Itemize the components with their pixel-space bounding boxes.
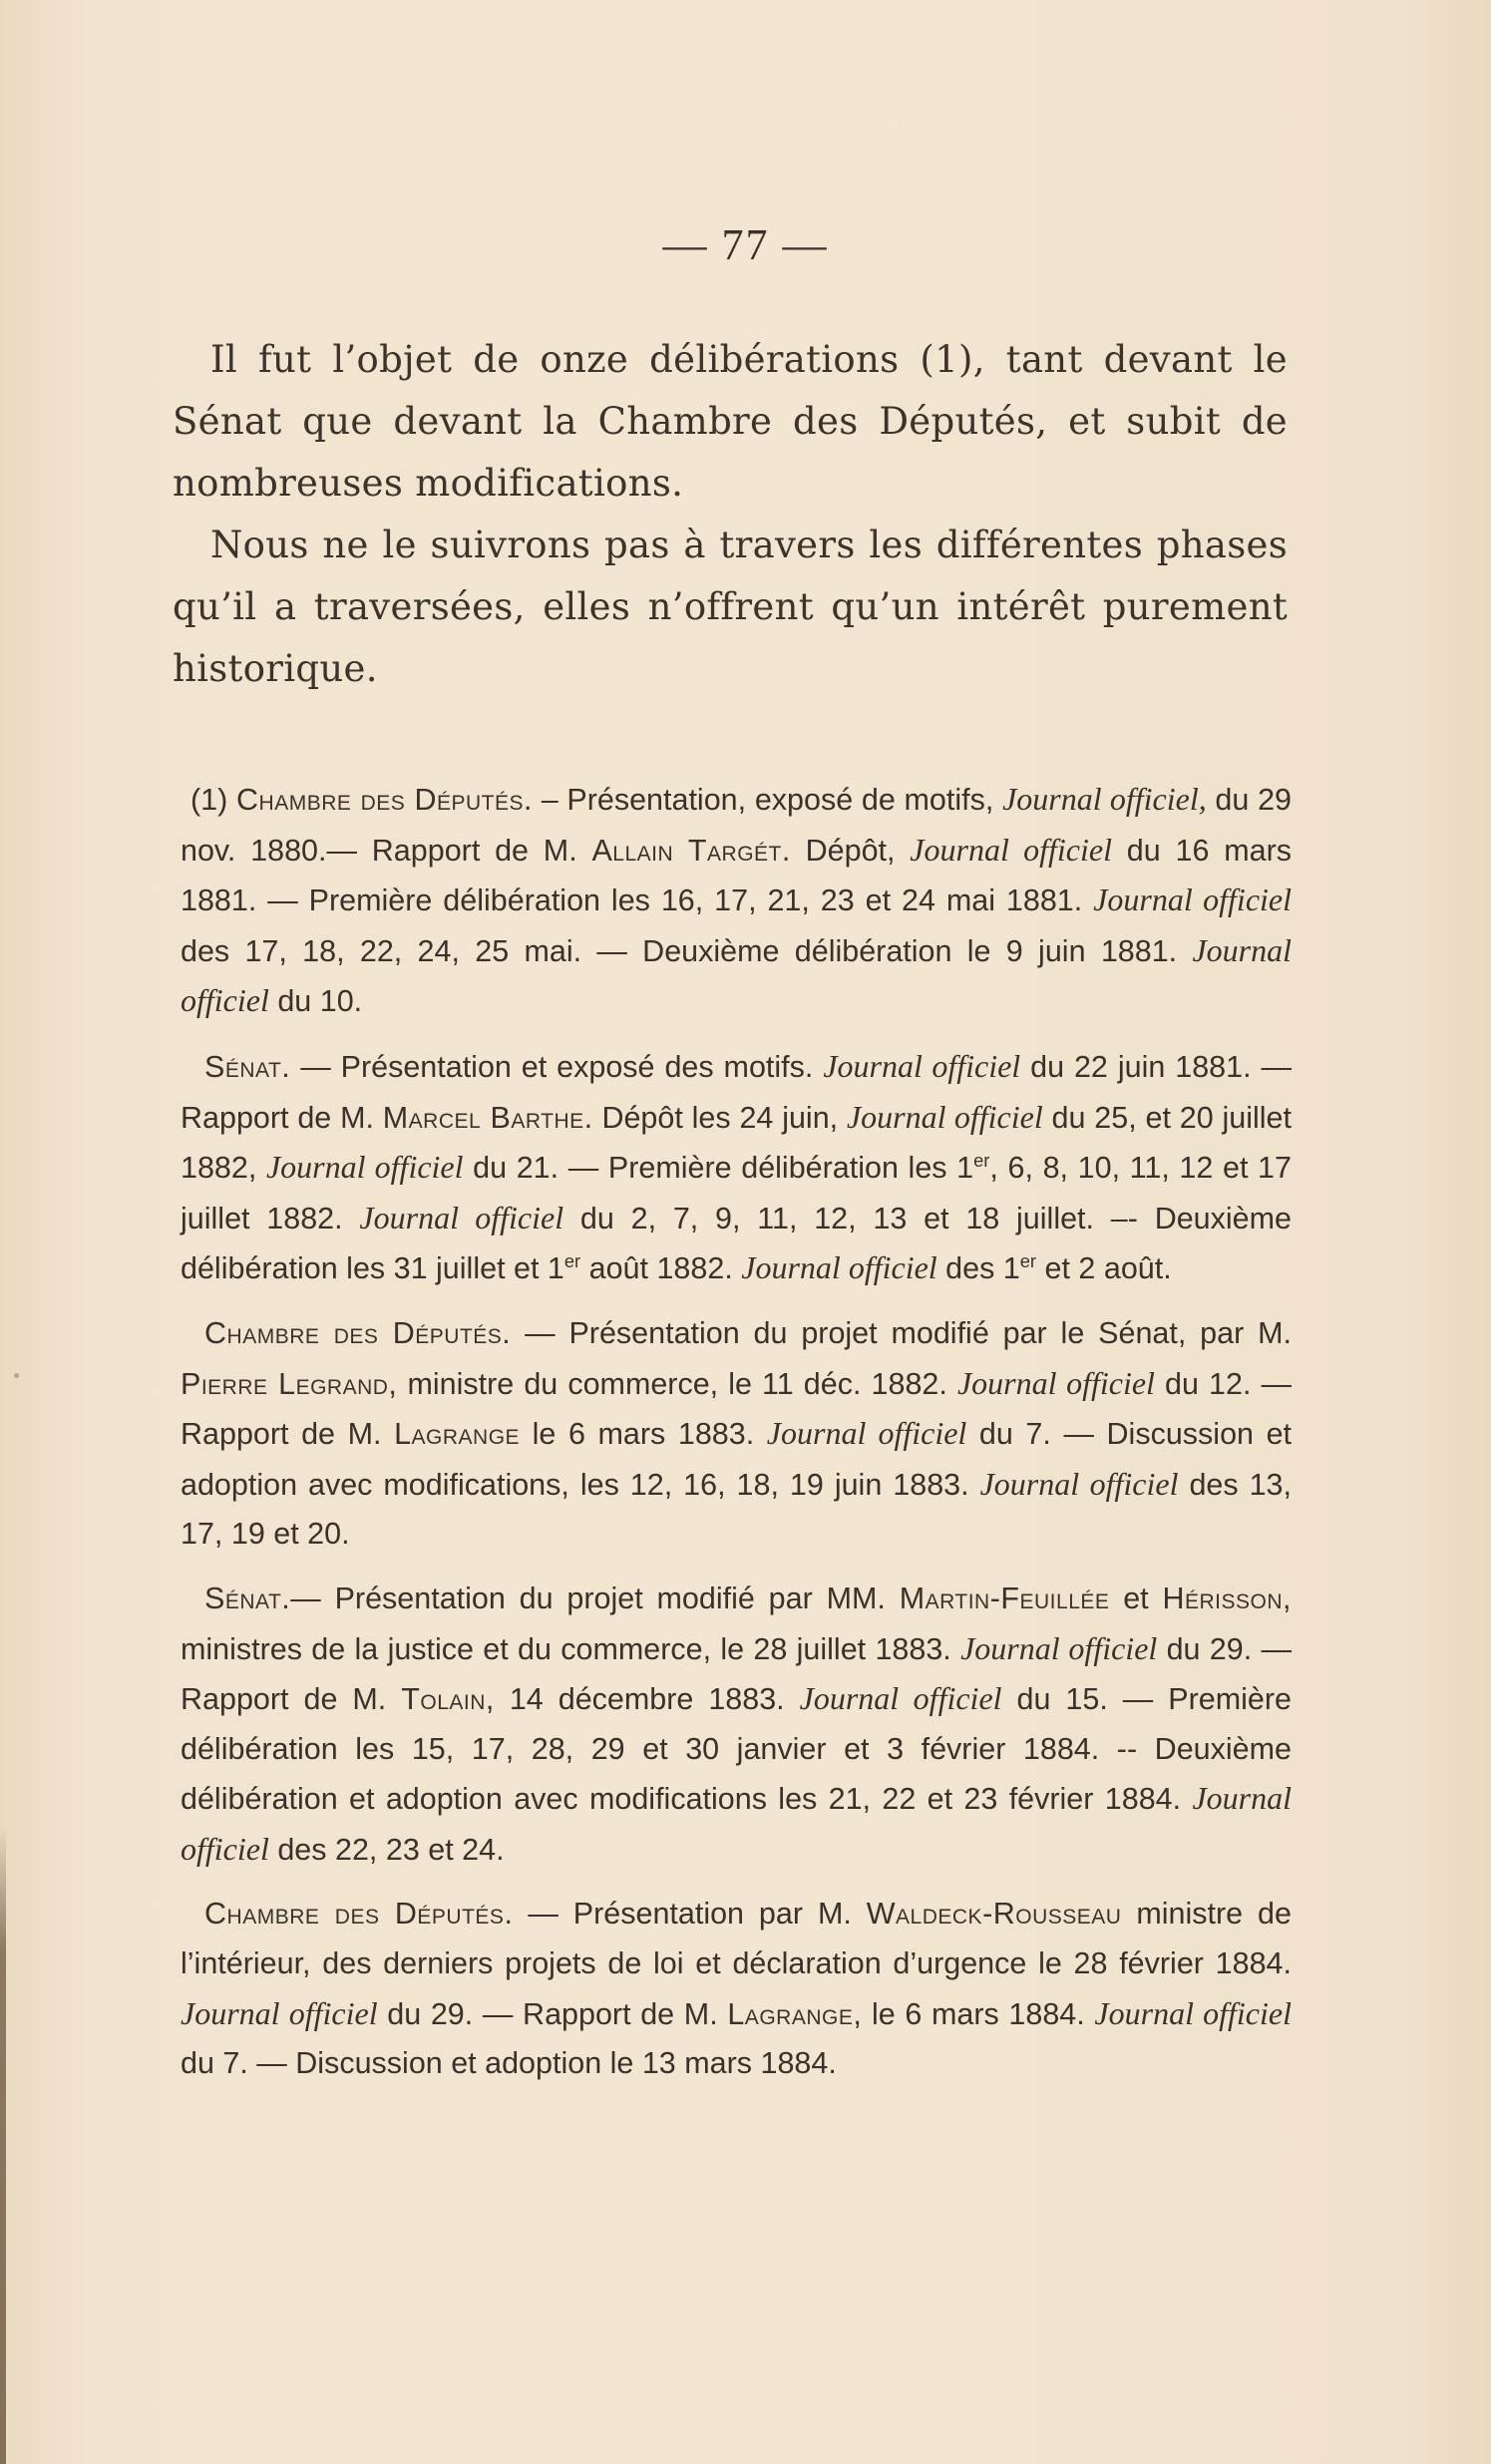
paper-speck	[14, 1373, 19, 1378]
journal-ref: Journal officiel	[799, 1680, 1002, 1717]
chamber-label: Chambre des Députés.	[204, 1315, 512, 1350]
note-text: – Présentation, exposé de motifs,	[533, 783, 1003, 817]
journal-ref: Journal officiel	[181, 1994, 378, 2031]
note-text: du 29. — Rapport de M.	[377, 1996, 728, 2031]
chamber-label: Sénat.	[204, 1581, 291, 1615]
person-name: Martin-Feuillée	[899, 1581, 1110, 1615]
person-name: Waldeck-Rousseau	[866, 1897, 1122, 1932]
journal-ref: Journal officiel	[766, 1415, 967, 1452]
note-text: le 6 mars 1883.	[520, 1417, 767, 1452]
note-text: — Présentation et exposé des motifs.	[290, 1049, 824, 1084]
footnote-2	[181, 1042, 1292, 1294]
chamber-label: Sénat.	[204, 1049, 291, 1084]
note-text: août 1882.	[580, 1251, 742, 1286]
journal-ref: Journal officiel	[1094, 1994, 1292, 2031]
superscript: er	[563, 1250, 581, 1272]
note-text: du 2, 7, 9, 11, 12, 13 et 18 juillet. –- Deuxième délibération les 31 juillet et 1	[181, 1201, 1292, 1286]
note-text: du 15. — Première délibération les 15, 17, 28, 29 et 30 janvier et 3 février 1884. -- Deuxième délibération et adoption avec modifications les 21, 22 et 23 février 1884.	[181, 1682, 1292, 1817]
journal-ref: Journal officiel	[846, 1098, 1043, 1135]
person-name: Pierre Legrand,	[181, 1366, 398, 1401]
note-text: des 1	[936, 1251, 1020, 1286]
person-name: Lagrange,	[727, 1996, 863, 2031]
note-text: du 29 nov. 1880.— Rapport de M.	[181, 783, 1292, 868]
note-text: du 29. — Rapport de M.	[181, 1631, 1293, 1717]
journal-ref: Journal officiel	[181, 1780, 1292, 1867]
footnote-1	[181, 775, 1292, 1027]
footnote-marker: (1)	[190, 783, 228, 817]
journal-ref: Journal officiel	[741, 1249, 937, 1286]
journal-ref: Journal officiel	[1093, 881, 1293, 918]
note-text: — Présentation du projet modifié par MM.	[290, 1581, 900, 1615]
superscript: er	[1019, 1250, 1037, 1272]
person-name: Tolain,	[401, 1682, 495, 1717]
note-text: du 10.	[268, 984, 363, 1019]
person-name: Marcel Barthe.	[382, 1100, 593, 1135]
note-text: ministre du commerce, le 11 déc. 1882.	[397, 1366, 957, 1401]
person-name: Lagrange	[394, 1417, 521, 1452]
note-text: , 6, 8, 10, 11, 12 et 17 juillet 1882.	[181, 1151, 1292, 1235]
note-text: ministre de l’intérieur, des derniers projets de loi et déclaration d’urgence le 28 février 1884.	[181, 1897, 1292, 1981]
note-text: du 21. — Première délibération les 1	[463, 1151, 974, 1186]
note-text: du 22 juin 1881. — Rapport de M.	[181, 1049, 1292, 1135]
note-text: ministres de la justice et du commerce, le 28 juillet 1883.	[181, 1631, 961, 1666]
note-text: des 13, 17, 19 et 20.	[181, 1467, 1292, 1552]
note-text: et	[1109, 1581, 1163, 1615]
note-text: — Présentation du projet modifié par le Sénat, par M.	[511, 1315, 1292, 1350]
footnote-4	[181, 1575, 1292, 1876]
journal-ref: Journal officiel	[956, 1364, 1155, 1401]
note-text: du 7. — Discussion et adoption le 13 mars 1884.	[181, 2046, 837, 2081]
note-text: des 17, 18, 22, 24, 25 mai. — Deuxième délibération le 9 juin 1881.	[181, 933, 1193, 968]
journal-ref: Journal officiel	[910, 831, 1112, 868]
main-text	[173, 329, 1288, 700]
journal-ref: Journal officiel	[823, 1047, 1021, 1084]
person-name: Hérisson,	[1162, 1581, 1293, 1615]
note-text: du 7. — Discussion et adoption avec modifications, les 12, 16, 18, 19 juin 1883.	[181, 1417, 1293, 1502]
note-text: Dépôt,	[790, 833, 911, 868]
note-text: — Présentation par M.	[513, 1897, 867, 1932]
note-text: du 12. — Rapport de M.	[181, 1366, 1293, 1452]
journal-ref: Journal officiel,	[1002, 781, 1207, 817]
footnote-3	[181, 1309, 1292, 1560]
paragraph: Il fut l’objet de onze délibérations (1), tant devant le Sénat que devant la Chambre des Députés, et subit de nombreuses modifications.	[173, 338, 1288, 505]
journal-ref: Journal officiel	[265, 1149, 464, 1186]
note-text: 14 décembre 1883.	[494, 1682, 800, 1717]
footnote-5	[181, 1890, 1292, 2088]
note-text: des 22, 23 et 24.	[268, 1832, 505, 1867]
note-text: et 2 août.	[1036, 1251, 1172, 1286]
journal-ref: Journal officiel	[960, 1629, 1158, 1666]
paragraph: Nous ne le suivrons pas à travers les différentes phases qu’il a traversées, elles n’offrent qu’un intérêt purement historique.	[173, 524, 1288, 690]
note-text: Dépôt les 24 juin,	[592, 1100, 847, 1135]
person-name: Allain Targét.	[591, 833, 791, 868]
journal-ref: Journal officiel	[979, 1465, 1179, 1502]
chamber-label: Chambre des Députés.	[204, 1897, 514, 1932]
note-text: du 25, et 20 juillet 1882,	[181, 1100, 1292, 1186]
chamber-label: Chambre des Députés.	[236, 783, 533, 817]
page-binding-shadow	[0, 1825, 6, 2464]
journal-ref: Journal officiel	[359, 1199, 564, 1235]
note-text: le 6 mars 1884.	[862, 1996, 1095, 2031]
superscript: er	[973, 1150, 990, 1171]
page-number: — 77 —	[662, 220, 829, 269]
journal-ref: Journal officiel	[181, 931, 1292, 1019]
note-text: du 16 mars 1881. — Première délibération les 16, 17, 21, 23 et 24 mai 1881.	[181, 833, 1292, 918]
footnotes	[181, 775, 1292, 2104]
